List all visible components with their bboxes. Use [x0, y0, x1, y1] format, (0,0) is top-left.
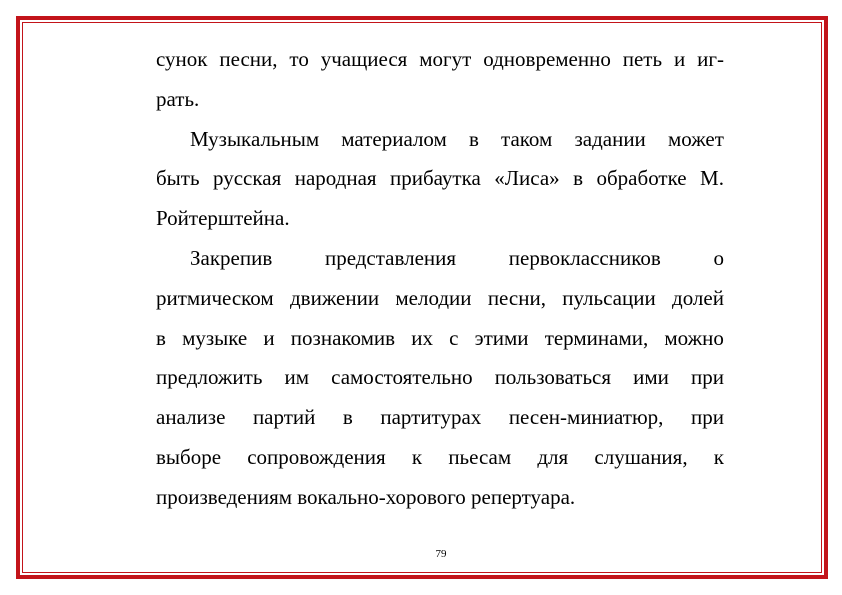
text-line-2: рать. — [156, 86, 200, 111]
text-line-6: Закрепив представления первоклассников о — [190, 245, 724, 270]
text-line-7: ритмическом движении мелодии песни, пульсации долей — [156, 285, 724, 310]
text-line-5: Ройтерштейна. — [156, 206, 290, 231]
text-line-11: выборе сопровождения к пьесам для слушания, к — [156, 444, 724, 469]
text-line-1: сунок песни, то учащиеся могут одновременно петь и иг- — [156, 47, 724, 71]
page-number: 79 — [435, 548, 447, 560]
text-line-10: анализе партий в партитурах песен-миниатюр, при — [156, 405, 724, 430]
text-line-8: в музыке и познакомив их с этими терминами, можно — [156, 325, 724, 350]
text-line-3: Музыкальным материалом в таком задании может — [190, 126, 724, 151]
text-line-9: предложить им самостоятельно пользоваться ими при — [156, 365, 724, 390]
text-line-12: произведениям вокально-хорового репертуара. — [156, 484, 576, 509]
body-text — [156, 40, 724, 518]
text-line-4: быть русская народная прибаутка «Лиса» в обработке М. — [156, 166, 724, 191]
